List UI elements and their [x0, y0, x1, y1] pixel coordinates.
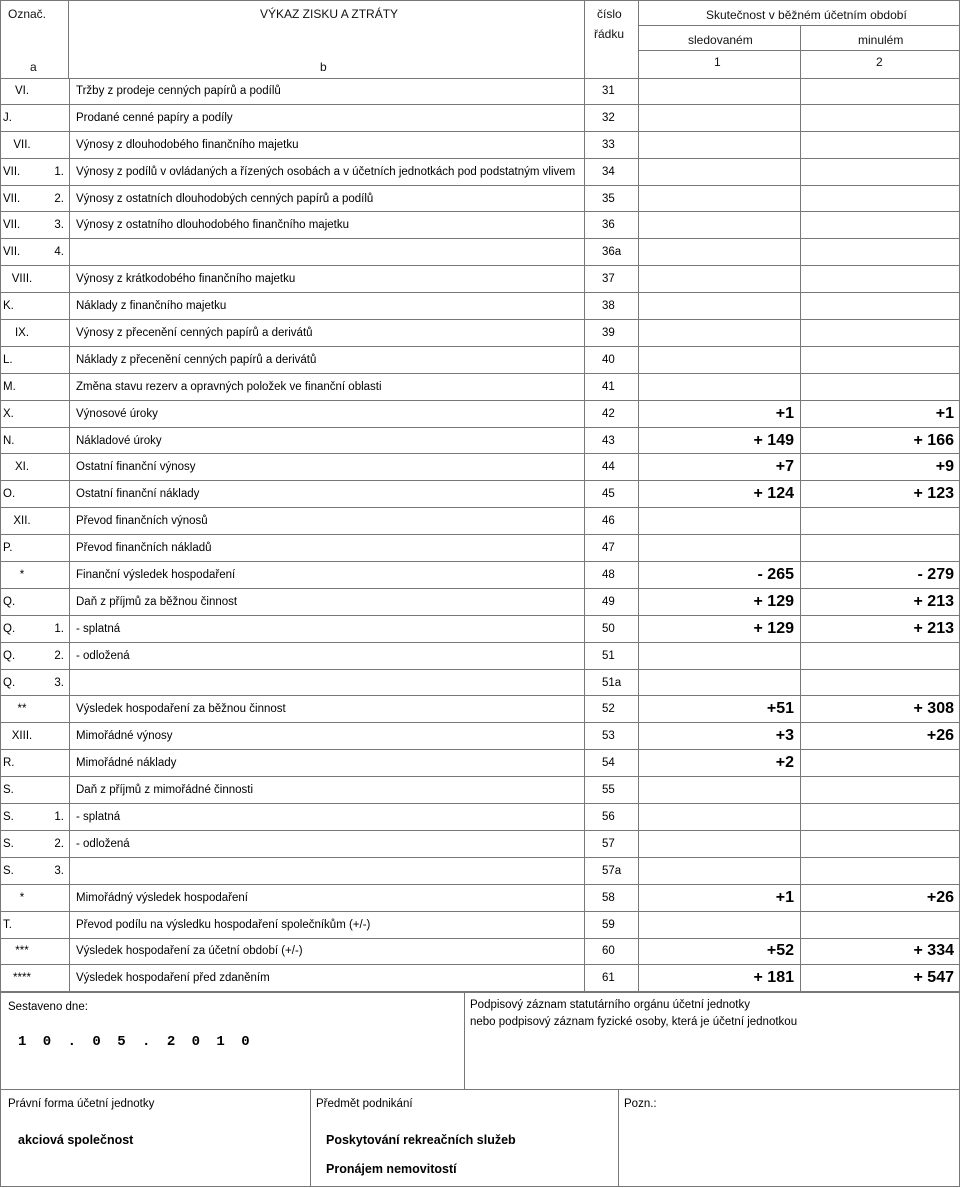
table-row: [0, 159, 960, 186]
row-oznaceni: XII.: [13, 515, 31, 528]
row-value-current: [638, 777, 800, 803]
table-row: [0, 804, 960, 831]
row-oznaceni: VII.: [3, 219, 21, 232]
row-label: Ostatní finanční náklady: [69, 481, 584, 507]
row-label: Převod finančních nákladů: [69, 535, 584, 561]
row-label: Výnosy z krátkodobého finančního majetku: [69, 266, 584, 292]
statement-rows: [0, 78, 960, 992]
row-oznaceni-sub: [41, 777, 67, 803]
row-value-previous: [800, 212, 960, 238]
row-label: Prodané cenné papíry a podíly: [69, 105, 584, 131]
row-number: 60: [584, 939, 638, 965]
row-value-current: [638, 159, 800, 185]
row-value-current: [638, 912, 800, 938]
row-label: Převod finančních výnosů: [69, 508, 584, 534]
table-row: [0, 239, 960, 266]
table-row: [0, 186, 960, 213]
row-label: [69, 670, 584, 696]
row-oznaceni-sub: 2.: [54, 837, 64, 850]
row-oznaceni-sub: [41, 266, 67, 292]
row-label: Tržby z prodeje cenných papírů a podílů: [69, 78, 584, 104]
row-value-previous: [800, 132, 960, 158]
row-value-current: + 181: [638, 965, 800, 991]
row-oznaceni: *: [19, 568, 25, 581]
row-value-previous: [800, 78, 960, 104]
row-oznaceni-sub: [41, 965, 67, 991]
table-row: [0, 401, 960, 428]
pozn-label: Pozn.:: [624, 1098, 657, 1110]
row-label: Mimořádné náklady: [69, 750, 584, 776]
row-value-previous: [800, 186, 960, 212]
row-oznaceni-sub: [41, 132, 67, 158]
row-oznaceni-sub: 4.: [54, 246, 64, 259]
row-oznaceni-sub: [41, 428, 67, 454]
row-oznaceni: S.: [3, 864, 14, 877]
row-number: 36: [584, 212, 638, 238]
table-row: [0, 132, 960, 159]
row-value-previous: [800, 320, 960, 346]
row-label: - splatná: [69, 804, 584, 830]
row-number: 51: [584, 643, 638, 669]
row-oznaceni: O.: [3, 488, 16, 501]
row-value-previous: + 166: [800, 428, 960, 454]
row-value-previous: [800, 293, 960, 319]
row-oznaceni: Q.: [3, 595, 16, 608]
row-label: Výsledek hospodaření za účetní období (+/-): [69, 939, 584, 965]
row-number: 61: [584, 965, 638, 991]
row-oznaceni: Q.: [3, 649, 16, 662]
sestaveno-label: Sestaveno dne:: [8, 1001, 88, 1013]
sestaveno-date: 1 0 . 0 5 . 2 0 1 0: [18, 1034, 254, 1050]
podpis-line-2: nebo podpisový záznam fyzické osoby, která je účetní jednotkou: [470, 1016, 798, 1028]
row-value-current: [638, 508, 800, 534]
row-value-previous: +26: [800, 885, 960, 911]
row-value-current: +1: [638, 401, 800, 427]
row-value-current: [638, 347, 800, 373]
row-value-current: + 129: [638, 589, 800, 615]
table-row: [0, 481, 960, 508]
table-row: [0, 535, 960, 562]
row-number: 56: [584, 804, 638, 830]
row-number: 47: [584, 535, 638, 561]
row-value-current: +52: [638, 939, 800, 965]
row-value-current: [638, 105, 800, 131]
row-oznaceni-sub: [41, 374, 67, 400]
row-value-current: [638, 670, 800, 696]
row-value-current: + 129: [638, 616, 800, 642]
row-oznaceni-sub: [41, 320, 67, 346]
table-row: [0, 616, 960, 643]
table-row: [0, 723, 960, 750]
row-value-previous: [800, 535, 960, 561]
row-number: 43: [584, 428, 638, 454]
row-label: Náklady z finančního majetku: [69, 293, 584, 319]
row-oznaceni-sub: [41, 939, 67, 965]
table-row: [0, 939, 960, 966]
row-number: 40: [584, 347, 638, 373]
row-value-current: [638, 132, 800, 158]
row-oznaceni-sub: 1.: [54, 622, 64, 635]
row-number: 42: [584, 401, 638, 427]
podpis-line-1: Podpisový záznam statutárního orgánu účetní jednotky: [470, 999, 751, 1011]
row-oznaceni-sub: [41, 723, 67, 749]
row-oznaceni-sub: [41, 696, 67, 722]
row-label: Náklady z přecenění cenných papírů a derivátů: [69, 347, 584, 373]
row-label: Daň z příjmů z mimořádné činnosti: [69, 777, 584, 803]
row-label: - odložená: [69, 831, 584, 857]
row-oznaceni: L.: [3, 353, 13, 366]
row-value-previous: + 213: [800, 616, 960, 642]
row-value-current: +3: [638, 723, 800, 749]
row-value-current: [638, 212, 800, 238]
row-oznaceni-sub: [41, 535, 67, 561]
row-label: Převod podílu na výsledku hospodaření společníkům (+/-): [69, 912, 584, 938]
row-value-current: + 149: [638, 428, 800, 454]
pravni-forma-value: akciová společnost: [18, 1133, 134, 1147]
row-number: 41: [584, 374, 638, 400]
row-number: 44: [584, 454, 638, 480]
table-row: [0, 777, 960, 804]
row-label: Výnosové úroky: [69, 401, 584, 427]
row-label: Výsledek hospodaření před zdaněním: [69, 965, 584, 991]
row-number: 32: [584, 105, 638, 131]
row-value-current: [638, 804, 800, 830]
row-oznaceni-sub: 3.: [54, 864, 64, 877]
row-number: 34: [584, 159, 638, 185]
row-number: 53: [584, 723, 638, 749]
row-oznaceni: *: [19, 891, 25, 904]
row-number: 39: [584, 320, 638, 346]
row-label: Daň z příjmů za běžnou činnost: [69, 589, 584, 615]
pravni-forma-label: Právní forma účetní jednotky: [8, 1098, 155, 1110]
row-oznaceni: ****: [13, 972, 31, 985]
header-sub-a: a: [30, 60, 37, 74]
row-value-previous: [800, 777, 960, 803]
row-value-previous: [800, 858, 960, 884]
row-value-previous: - 279: [800, 562, 960, 588]
table-row: [0, 589, 960, 616]
row-value-previous: [800, 831, 960, 857]
row-number: 35: [584, 186, 638, 212]
row-number: 38: [584, 293, 638, 319]
row-oznaceni-sub: [41, 78, 67, 104]
row-value-current: [638, 239, 800, 265]
row-number: 59: [584, 912, 638, 938]
row-value-current: +1: [638, 885, 800, 911]
predmet-value-1: Poskytování rekreačních služeb: [326, 1133, 516, 1147]
row-label: - splatná: [69, 616, 584, 642]
table-row: [0, 266, 960, 293]
row-value-current: [638, 831, 800, 857]
row-value-previous: + 308: [800, 696, 960, 722]
row-label: Mimořádné výnosy: [69, 723, 584, 749]
row-oznaceni: Q.: [3, 622, 16, 635]
header-sledovanem: sledovaném: [688, 33, 753, 47]
predmet-label: Předmět podnikání: [316, 1098, 413, 1110]
row-oznaceni: VIII.: [11, 273, 33, 286]
row-label: Výnosy z ostatního dlouhodobého finančního majetku: [69, 212, 584, 238]
row-label: [69, 858, 584, 884]
table-row: [0, 965, 960, 992]
table-row: [0, 212, 960, 239]
row-number: 49: [584, 589, 638, 615]
row-oznaceni: VII.: [3, 192, 21, 205]
table-row: [0, 831, 960, 858]
row-oznaceni: VII.: [13, 138, 31, 151]
row-value-previous: [800, 159, 960, 185]
row-value-current: +2: [638, 750, 800, 776]
table-row: [0, 885, 960, 912]
row-oznaceni: VII.: [3, 165, 21, 178]
row-value-current: [638, 186, 800, 212]
row-oznaceni-sub: [41, 912, 67, 938]
row-oznaceni-sub: [41, 401, 67, 427]
row-oznaceni-sub: [41, 293, 67, 319]
row-oznaceni-sub: [41, 885, 67, 911]
row-oznaceni-sub: [41, 750, 67, 776]
row-number: 51a: [584, 670, 638, 696]
header-sub-2: 2: [876, 55, 883, 69]
row-value-previous: [800, 105, 960, 131]
row-value-previous: [800, 374, 960, 400]
row-oznaceni: R.: [3, 757, 15, 770]
row-label: Výnosy z podílů v ovládaných a řízených osobách a v účetních jednotkách pod podstatným vlivem: [69, 159, 584, 185]
row-number: 36a: [584, 239, 638, 265]
row-oznaceni-sub: 2.: [54, 649, 64, 662]
row-number: 55: [584, 777, 638, 803]
header-oznaceni: Označ.: [8, 7, 47, 21]
row-label: [69, 239, 584, 265]
row-number: 54: [584, 750, 638, 776]
row-oznaceni: M.: [3, 380, 16, 393]
row-value-current: [638, 374, 800, 400]
row-oznaceni-sub: 3.: [54, 219, 64, 232]
row-oznaceni: S.: [3, 810, 14, 823]
row-oznaceni: IX.: [14, 326, 30, 339]
header-cislo: číslo: [597, 7, 622, 21]
row-oznaceni-sub: [41, 105, 67, 131]
row-oznaceni-sub: 1.: [54, 810, 64, 823]
row-oznaceni: S.: [3, 837, 14, 850]
table-row: [0, 696, 960, 723]
table-row: [0, 562, 960, 589]
row-label: Výsledek hospodaření za běžnou činnost: [69, 696, 584, 722]
row-value-current: [638, 535, 800, 561]
row-number: 31: [584, 78, 638, 104]
header-sub-1: 1: [714, 55, 721, 69]
row-label: Výnosy z ostatních dlouhodobých cenných papírů a podílů: [69, 186, 584, 212]
row-oznaceni: XI.: [14, 461, 30, 474]
row-oznaceni-sub: [41, 562, 67, 588]
row-label: Ostatní finanční výnosy: [69, 454, 584, 480]
row-value-current: [638, 266, 800, 292]
row-number: 50: [584, 616, 638, 642]
row-oznaceni: S.: [3, 784, 14, 797]
row-oznaceni: XIII.: [11, 730, 33, 743]
row-value-previous: [800, 750, 960, 776]
row-value-current: - 265: [638, 562, 800, 588]
row-oznaceni: VII.: [3, 246, 21, 259]
row-label: Výnosy z přecenění cenných papírů a derivátů: [69, 320, 584, 346]
table-row: [0, 428, 960, 455]
table-row: [0, 858, 960, 885]
row-label: Změna stavu rezerv a opravných položek ve finanční oblasti: [69, 374, 584, 400]
row-oznaceni: T.: [3, 918, 12, 931]
row-oznaceni-sub: 2.: [54, 192, 64, 205]
table-row: [0, 347, 960, 374]
row-oznaceni: Q.: [3, 676, 16, 689]
header-skutecnost: Skutečnost v běžném účetním období: [706, 8, 907, 22]
row-value-previous: [800, 266, 960, 292]
row-oznaceni: VI.: [14, 84, 30, 97]
row-oznaceni-sub: [41, 589, 67, 615]
row-value-previous: + 334: [800, 939, 960, 965]
row-oznaceni: J.: [3, 111, 12, 124]
row-oznaceni-sub: [41, 481, 67, 507]
row-value-previous: [800, 239, 960, 265]
row-oznaceni-sub: [41, 454, 67, 480]
header-title: VÝKAZ ZISKU A ZTRÁTY: [260, 7, 399, 21]
row-number: 46: [584, 508, 638, 534]
row-value-previous: [800, 508, 960, 534]
row-label: Mimořádný výsledek hospodaření: [69, 885, 584, 911]
row-value-previous: [800, 347, 960, 373]
row-value-previous: +1: [800, 401, 960, 427]
row-oznaceni: K.: [3, 300, 14, 313]
row-oznaceni: ***: [15, 945, 29, 958]
row-value-previous: [800, 643, 960, 669]
row-oznaceni-sub: 1.: [54, 165, 64, 178]
row-oznaceni: N.: [3, 434, 15, 447]
row-label: Finanční výsledek hospodaření: [69, 562, 584, 588]
row-number: 57a: [584, 858, 638, 884]
row-value-previous: [800, 912, 960, 938]
table-row: [0, 750, 960, 777]
row-number: 58: [584, 885, 638, 911]
row-oznaceni: P.: [3, 542, 13, 555]
row-value-previous: + 213: [800, 589, 960, 615]
row-value-current: [638, 78, 800, 104]
row-label: Výnosy z dlouhodobého finančního majetku: [69, 132, 584, 158]
predmet-value-2: Pronájem nemovitostí: [326, 1162, 457, 1176]
row-value-current: +7: [638, 454, 800, 480]
row-oznaceni: X.: [3, 407, 14, 420]
row-value-previous: [800, 804, 960, 830]
header-minulem: minulém: [858, 33, 904, 47]
table-row: [0, 78, 960, 105]
row-number: 33: [584, 132, 638, 158]
row-value-current: [638, 858, 800, 884]
row-oznaceni-sub: 3.: [54, 676, 64, 689]
row-label: - odložená: [69, 643, 584, 669]
row-value-current: [638, 320, 800, 346]
row-value-current: [638, 643, 800, 669]
table-row: [0, 105, 960, 132]
table-row: [0, 454, 960, 481]
row-value-previous: [800, 670, 960, 696]
row-number: 57: [584, 831, 638, 857]
table-row: [0, 374, 960, 401]
row-value-previous: +26: [800, 723, 960, 749]
table-row: [0, 912, 960, 939]
row-number: 52: [584, 696, 638, 722]
table-row: [0, 643, 960, 670]
row-value-current: +51: [638, 696, 800, 722]
row-value-current: + 124: [638, 481, 800, 507]
row-oznaceni-sub: [41, 347, 67, 373]
row-oznaceni: **: [17, 703, 27, 716]
row-number: 45: [584, 481, 638, 507]
table-row: [0, 670, 960, 697]
header-sub-b: b: [320, 60, 327, 74]
header-radku: řádku: [594, 27, 625, 41]
row-value-previous: + 123: [800, 481, 960, 507]
row-value-previous: + 547: [800, 965, 960, 991]
table-row: [0, 293, 960, 320]
row-value-current: [638, 293, 800, 319]
table-row: [0, 320, 960, 347]
table-row: [0, 508, 960, 535]
row-value-previous: +9: [800, 454, 960, 480]
row-label: Nákladové úroky: [69, 428, 584, 454]
row-number: 37: [584, 266, 638, 292]
row-number: 48: [584, 562, 638, 588]
row-oznaceni-sub: [41, 508, 67, 534]
